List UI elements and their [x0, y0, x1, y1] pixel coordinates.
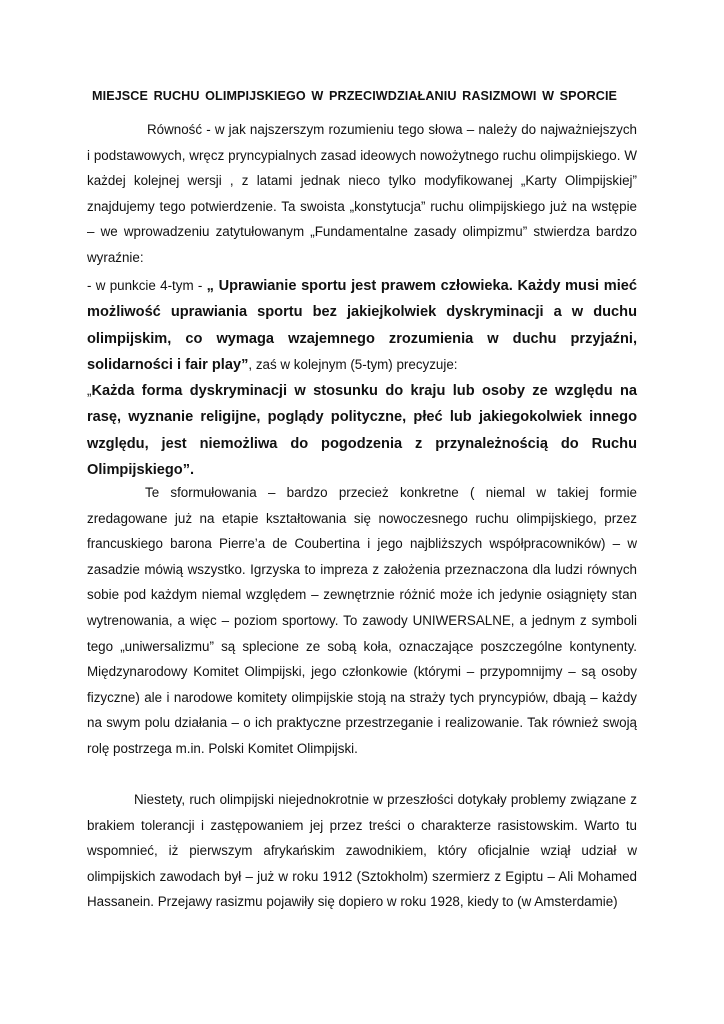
- paragraph-racism-history-text: Niestety, ruch olimpijski niejednokrotnie w przeszłości dotykały problemy związane z brakiem tolerancji i zastępowaniem jej przez treści o charakterze rasistowskim. Warto tu wspomnieć, iż pierwszym afrykańskim zawodnikiem, który oficjalnie wziął udział w olimpijskich zawodach był – już w roku 1912 (Sztokholm) szermierz z Egiptu – Ali Mohamed Hassanein. Przejawy rasizmu pojawiły się dopiero w roku 1928, kiedy to (w Amsterdamie): [87, 792, 637, 910]
- paragraph-universalism-text: Te sformułowania – bardzo przecież konkretne ( niemal w takiej formie zredagowane już na etapie kształtowania się nowoczesnego ruchu olimpijskiego, przez francuskiego barona Pierre’a de Coubertina i jego najbliższych współpracowników) – w zasadzie mówią wszystko. Igrzyska to impreza z założenia przeznaczona dla ludzi równych sobie pod każdym niemal względem – zewnętrznie różnić może ich jedynie osiągnięty stan wytrenowania, a więc – poziom sportowy. To zawody UNIWERSALNE, a jednym z symboli tego „uniwersalizmu” są splecione ze sobą koła, oznaczające poszczególne kontynenty. Międzynarodowy Komitet Olimpijski, jego członkowie (którymi – przypomnijmy – są osoby fizyczne) ale i narodowe komitety olimpijskie stoją na straży tych pryncypiów, dbają – każdy na swym polu działania – o ich praktyczne przestrzeganie i realizowanie. Tak również swoją rolę postrzega m.in. Polski Komitet Olimpijski.: [87, 485, 637, 756]
- point-4-prefix: - w punkcie 4-tym -: [87, 278, 207, 293]
- charter-point-4: [87, 273, 637, 379]
- charter-point-5: [87, 378, 637, 484]
- paragraph-racism-history: [87, 787, 637, 915]
- charter-point-4-text: [87, 273, 637, 379]
- document-title: MIEJSCE RUCHU OLIMPIJSKIEGO W PRZECIWDZIAŁANIU RASIZMOWI W SPORCIE: [92, 89, 618, 103]
- paragraph-universalism: [87, 480, 637, 762]
- point-4-quote: „ Uprawianie sportu jest prawem człowieka. Każdy musi mieć możliwość uprawiania sportu bez jakiejkolwiek dyskryminacji a w duchu olimpijskim, co wymaga wzajemnego zrozumienia w duchu przyjaźni, solidarności i fair play”: [87, 278, 638, 374]
- paragraph-equality: [87, 117, 637, 271]
- point-4-suffix: , zaś w kolejnym (5-tym) precyzuje:: [248, 357, 458, 373]
- point-5-open-quote: „: [87, 383, 92, 398]
- paragraph-equality-text: Równość - w jak najszerszym rozumieniu tego słowa – należy do najważniejszych i podstawowych, wręcz pryncypialnych zasad ideowych nowożytnego ruchu olimpijskiego. W każdej kolejnej wersji , z latami jednak nieco tylko modyfikowanej „Karty Olimpijskiej” znajdujemy tego potwierdzenie. Ta swoista „konstytucja” ruchu olimpijskiego już na wstępie – we wprowadzeniu zatytułowanym „Fundamentalne zasady olimpizmu” stwierdza bardzo wyraźnie:: [87, 122, 637, 265]
- charter-point-5-text: [87, 378, 637, 484]
- point-5-quote: Każda forma dyskryminacji w stosunku do kraju lub osoby ze względu na rasę, wyznanie religijne, poglądy polityczne, płeć lub jakiegokolwiek innego względu, jest niemożliwa do pogodzenia z przynależnością do Ruchu Olimpijskiego”.: [87, 383, 637, 479]
